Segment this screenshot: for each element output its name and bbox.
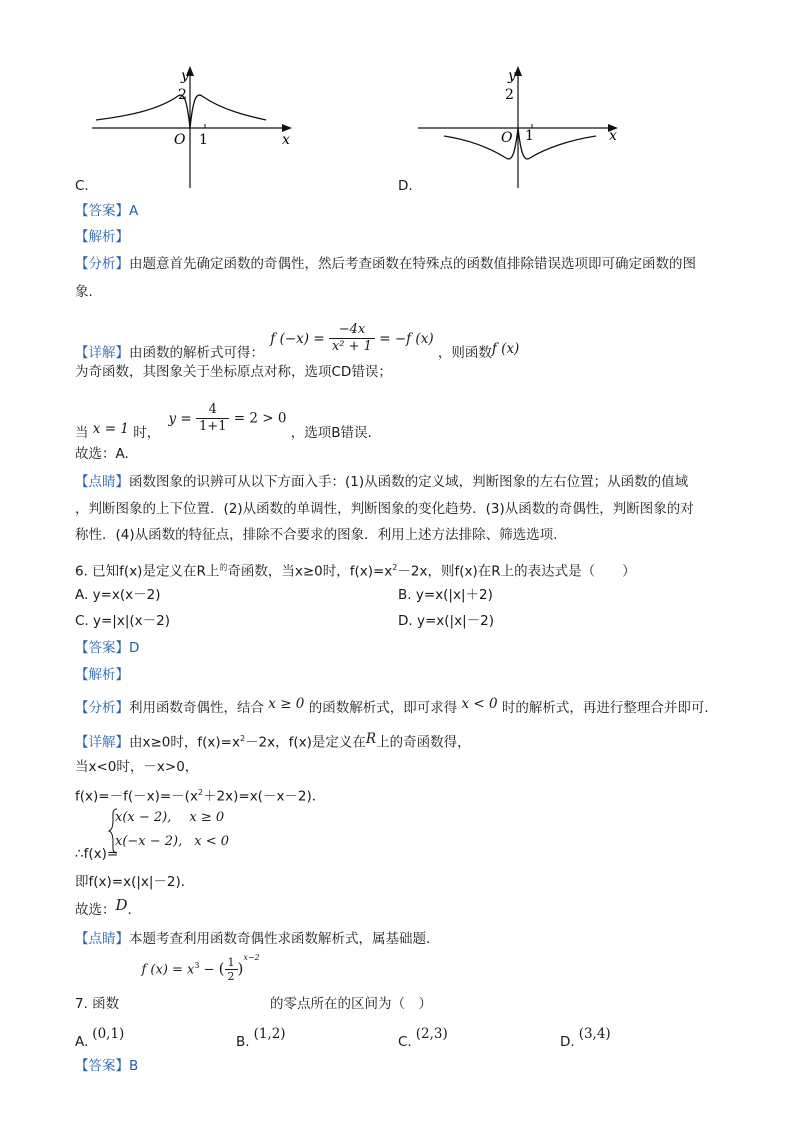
piecewise-case-1: x(x − 2), x ≥ 0 (115, 810, 225, 825)
graph-c-origin-label: O (174, 132, 186, 148)
q5-dianjing-line2: ，判断图象的上下位置．(2)从函数的单调性，判断图象的变化趋势．(3)从函数的奇偶性，判断图象的对 (75, 501, 694, 517)
q5-dianjing-line3: 称性．(4)从函数的特征点，排除不合要求的图象．利用上述方法排除、筛选选项. (75, 527, 558, 543)
graph-d-one-label: 1 (525, 128, 534, 144)
q5-analysis-line2: 象. (75, 284, 93, 300)
q7-answer: 【答案】B (75, 1058, 139, 1074)
graph-d (414, 62, 624, 192)
graph-d-origin-label: O (501, 130, 513, 146)
graph-d-x-label: x (609, 128, 617, 144)
graph-d-label: D. (398, 178, 413, 194)
graph-c-label: C. (75, 178, 89, 194)
q5-conclusion: 故选：A. (75, 446, 129, 462)
graph-d-y-label: y (508, 68, 516, 84)
q5-answer: 【答案】A (75, 203, 139, 219)
q7-option-d[interactable]: D. (3,4) (560, 1026, 611, 1050)
q6-detail-line5: 即f(x)=x(|x|－2)． (75, 874, 195, 890)
q6-detail-line1: 【详解】由x≥0时，$f(x)=x^2-2x$，f(x)是定义在R上的奇函数得， (75, 730, 471, 751)
q5-detail-line2: 为奇函数，其图象关于坐标原点对称，选项CD错误； (75, 364, 392, 380)
q7-option-c[interactable]: C. (2,3) (398, 1026, 448, 1050)
q6-dianjing: 【点睛】本题考查利用函数奇偶性求函数解析式，属基础题. (75, 931, 431, 947)
q6-option-b[interactable]: B. y=x(|x|＋2) (398, 587, 493, 603)
q6-detail-line3: $f(x)=-f(-x)=-(x^2+2x)=x(-x-2)$． (75, 788, 326, 805)
q6-jiexi: 【解析】 (75, 667, 129, 683)
q5-detail-line3: 当 x = 1 时， y = $\frac{4}{1+1}$ = 2 > 0 ，选项B错误. (75, 402, 372, 441)
q6-option-a[interactable]: A. y=x(x－2) (75, 587, 161, 603)
q6-stem: 6. 已知f(x)是定义在R上$^的$奇函数，当x≥0时，$f(x)=x^2-2x$，则f(x)在R上的表达式是（ ） (75, 563, 636, 580)
graph-c-two-label: 2 (178, 87, 187, 103)
q6-option-d[interactable]: D. y=x(|x|－2) (398, 613, 494, 629)
piecewise-case-2: x(−x − 2), x < 0 (115, 834, 230, 849)
graph-c-x-label: x (282, 132, 290, 148)
graph-c-y-label: y (181, 68, 189, 84)
graph-d-two-label: 2 (505, 87, 514, 103)
q7-option-b[interactable]: B. (1,2) (236, 1026, 286, 1050)
q6-option-c[interactable]: C. y=|x|(x－2) (75, 613, 171, 629)
q5-analysis-line1: 【分析】由题意首先确定函数的奇偶性，然后考查函数在特殊点的函数值排除错误选项即可确定函数的图 (75, 256, 696, 272)
q6-conclusion: 故选：D. (75, 896, 132, 918)
graph-c-one-label: 1 (199, 132, 208, 148)
q6-therefore: ∴f(x)= (75, 846, 119, 862)
q7-stem: 7. 函数 f $(x) = x^3$ − ( $\frac{1}{2}$ )$^{x-2}$ 的零点所在的区间为（ ） (75, 953, 432, 1012)
q5-jiexi: 【解析】 (75, 229, 129, 245)
graph-c (88, 62, 298, 192)
q5-dianjing-line1: 【点睛】函数图象的识辨可从以下方面入手：(1)从函数的定义域，判断图象的左右位置；从函数的值域 (75, 474, 689, 490)
q6-analysis: 【分析】利用函数奇偶性，结合 x ≥ 0 的函数解析式，即可求得 x < 0 时的解析式，再进行整理合并即可. (75, 696, 709, 716)
q6-answer: 【答案】D (75, 640, 140, 656)
q5-detail-line1: 【详解】由函数的解析式可得： f (−x) = $\frac{-4x}{\text{x² + 1}}$ = −f (x) ，则函数f (x) (75, 322, 520, 361)
q7-option-a[interactable]: A. (0,1) (75, 1026, 125, 1050)
q6-detail-line2: 当x<0时，－x>0， (75, 759, 199, 775)
